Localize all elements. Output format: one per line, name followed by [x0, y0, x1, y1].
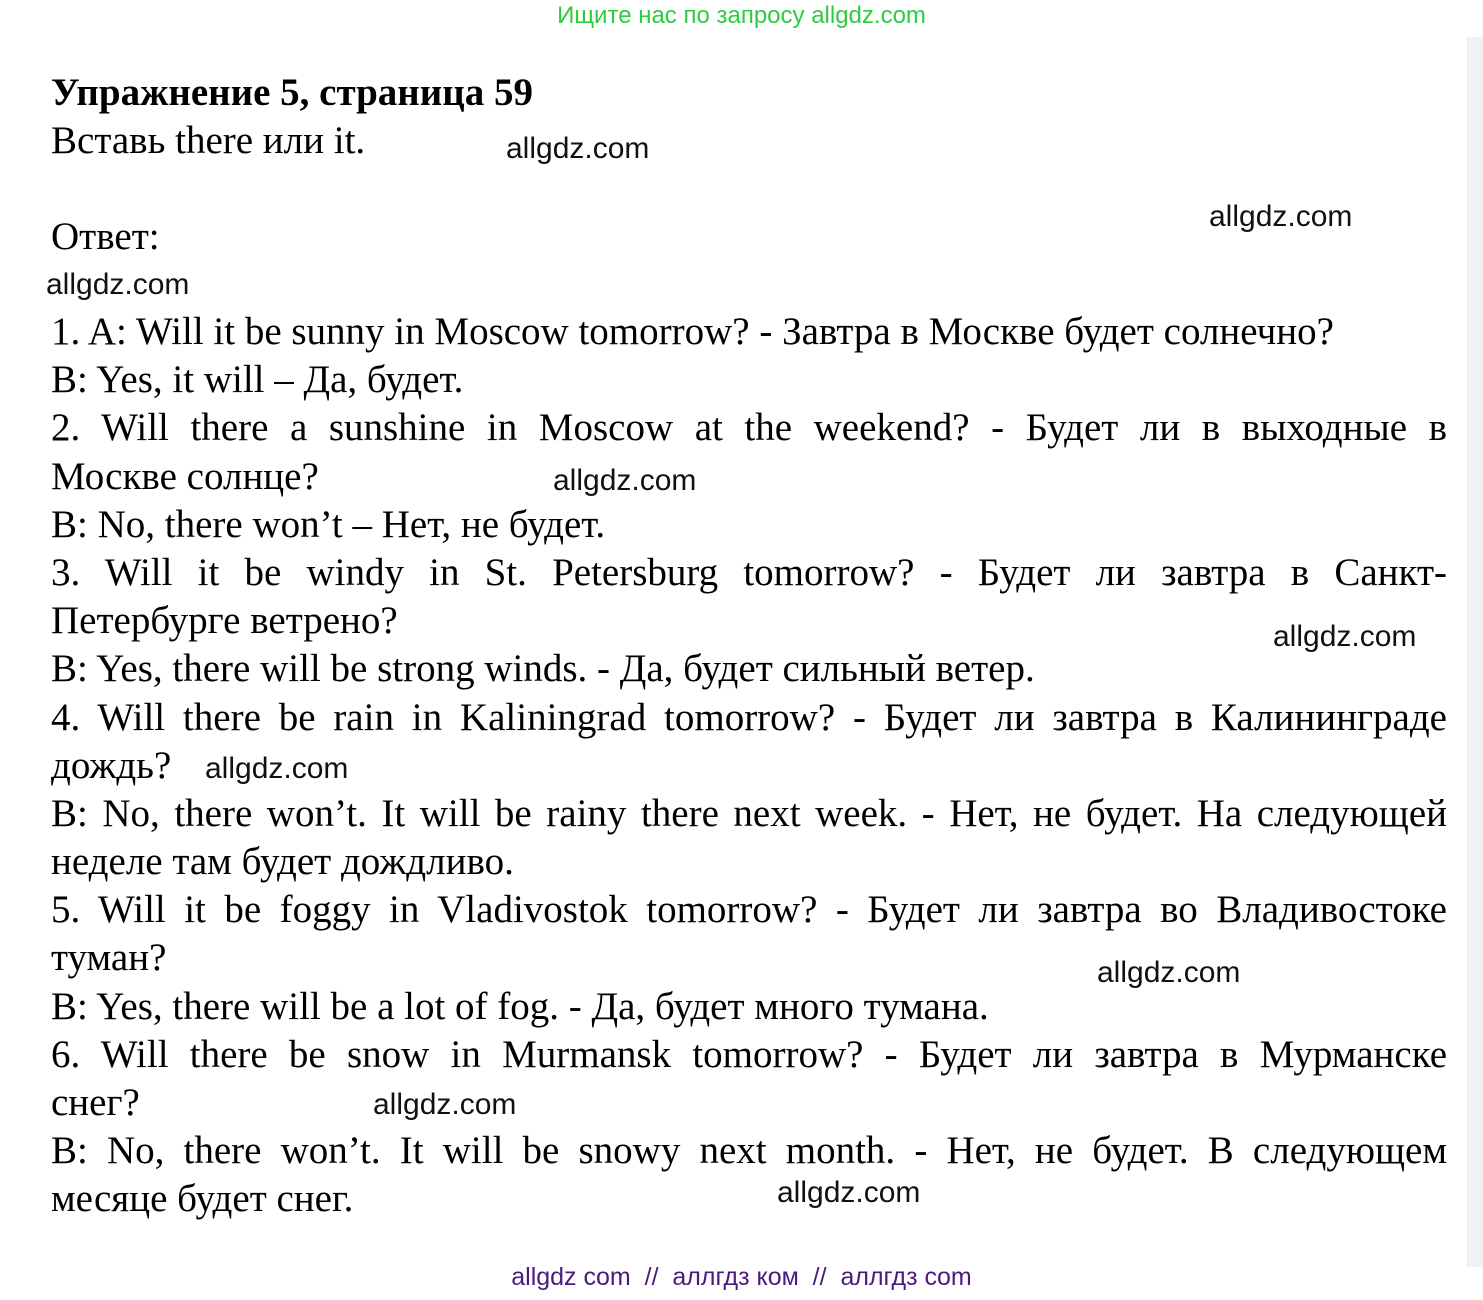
- top-banner-link[interactable]: Ищите нас по запросу allgdz.com: [557, 2, 926, 29]
- watermark: allgdz.com: [506, 132, 650, 165]
- text-line: B: Yes, there will be a lot of fog. - Да, будет много тумана.: [51, 984, 989, 1028]
- watermark: allgdz.com: [1273, 620, 1417, 653]
- watermark: allgdz.com: [373, 1088, 517, 1121]
- watermark: allgdz.com: [1097, 956, 1241, 989]
- footer-links[interactable]: allgdz com // аллгдз ком // аллгдз com: [511, 1263, 972, 1291]
- watermark: allgdz.com: [777, 1176, 921, 1209]
- text-line: 6. Will there be snow in Murmansk tomorrow? - Будет ли завтра в Мурманске: [51, 1032, 1447, 1076]
- watermark: allgdz.com: [1209, 200, 1353, 233]
- text-line: B: Yes, there will be strong winds. - Да, будет сильный ветер.: [51, 647, 1035, 691]
- text-line: Москве солнце?: [51, 454, 319, 498]
- text-line: 4. Will there be rain in Kaliningrad tomorrow? - Будет ли завтра в Калининграде: [51, 695, 1447, 739]
- text-line: туман?: [51, 936, 167, 980]
- answer-label: Ответ:: [51, 215, 160, 258]
- watermark: allgdz.com: [553, 464, 697, 497]
- text-line: Петербурге ветрено?: [51, 599, 398, 643]
- text-line: дождь?: [51, 743, 172, 787]
- text-line: B: Yes, it will – Да, будет.: [51, 358, 464, 402]
- text-line: B: No, there won’t – Нет, не будет.: [51, 502, 606, 546]
- text-line: месяце будет снег.: [51, 1177, 354, 1221]
- exercise-instruction: Вставь there или it.: [51, 119, 366, 162]
- watermark: allgdz.com: [46, 268, 190, 301]
- watermark: allgdz.com: [205, 752, 349, 785]
- exercise-title: Упражнение 5, страница 59: [51, 71, 533, 114]
- vertical-scrollbar[interactable]: [1467, 37, 1483, 1267]
- text-line: 2. Will there a sunshine in Moscow at the weekend? - Будет ли в выходные в: [51, 406, 1447, 450]
- text-line: неделе там будет дождливо.: [51, 840, 514, 884]
- text-line: 5. Will it be foggy in Vladivostok tomorrow? - Будет ли завтра во Владивостоке: [51, 888, 1447, 932]
- text-line: B: No, there won’t. It will be snowy next month. - Нет, не будет. В следующем: [51, 1129, 1447, 1173]
- text-line: 3. Will it be windy in St. Petersburg tomorrow? - Будет ли завтра в Санкт-: [51, 550, 1447, 594]
- text-line: снег?: [51, 1081, 140, 1124]
- text-line: B: No, there won’t. It will be rainy there next week. - Нет, не будет. На следующей: [51, 791, 1447, 835]
- text-line: 1. A: Will it be sunny in Moscow tomorrow? - Завтра в Москве будет солнечно?: [51, 310, 1334, 353]
